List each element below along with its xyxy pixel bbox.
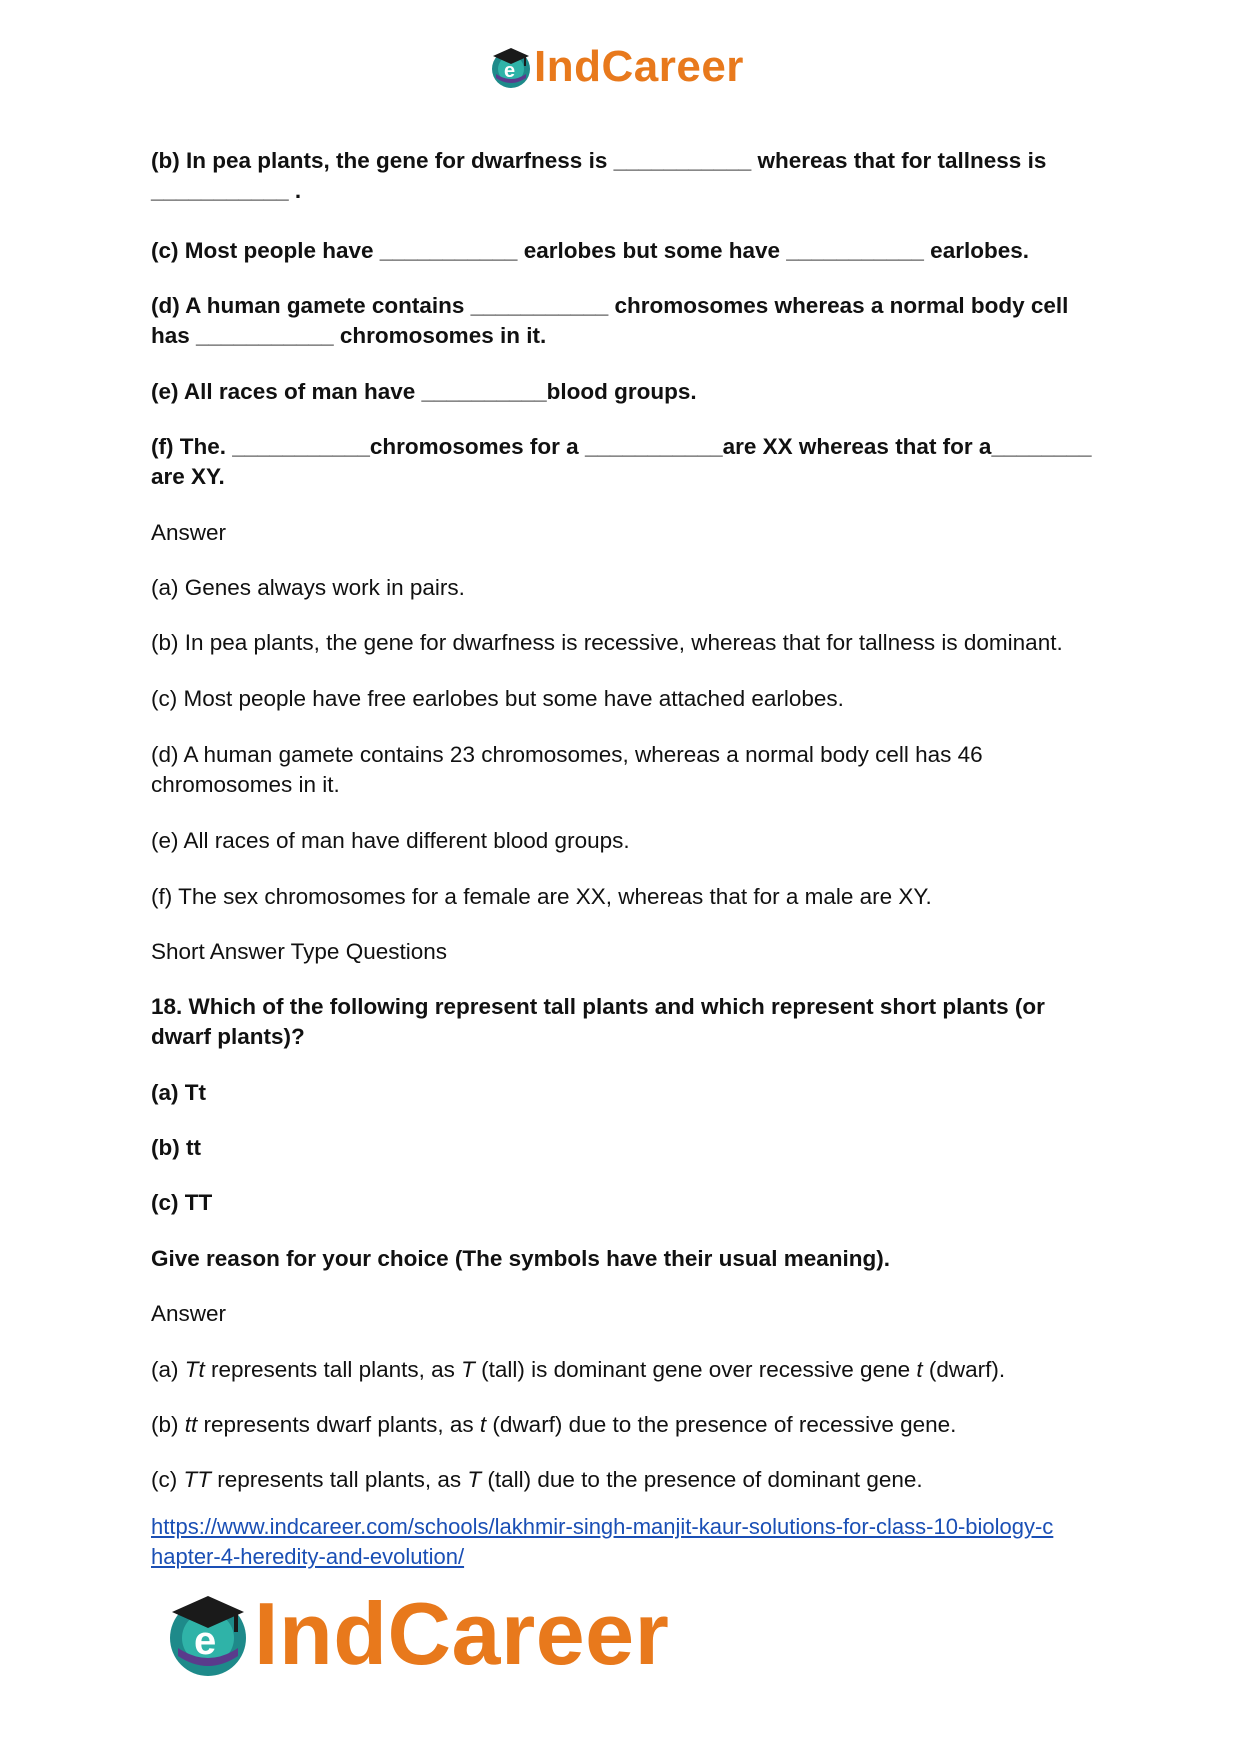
question-18c: (c) TT — [151, 1190, 213, 1215]
answer-18a-text: represents tall plants, as — [204, 1357, 462, 1382]
question-17f: (f) The. ___________chromosomes for a ___________are XX whereas that for a________ are XY. — [151, 434, 1092, 489]
answer-18b-prefix: (b) — [151, 1412, 185, 1437]
answer-18a-symbol3: t — [916, 1357, 923, 1382]
svg-text:e: e — [504, 60, 516, 82]
graduation-globe-icon — [162, 1588, 254, 1680]
answer-18c-prefix: (c) — [151, 1467, 184, 1492]
answer-18c-text: represents tall plants, as — [211, 1467, 468, 1492]
source-link-line2[interactable]: hapter-4-heredity-and-evolution/ — [151, 1544, 465, 1569]
section-heading: Short Answer Type Questions — [151, 939, 447, 964]
question-17c: (c) Most people have ___________ earlobes but some have ___________ earlobes. — [151, 238, 1029, 263]
answer-18b-text: represents dwarf plants, as — [197, 1412, 480, 1437]
svg-text:e: e — [194, 1619, 217, 1663]
question-17e: (e) All races of man have __________blood groups. — [151, 379, 697, 404]
header-logo — [488, 44, 744, 90]
answer-18c-end: (tall) due to the presence of dominant gene. — [481, 1467, 923, 1492]
question-18a: (a) Tt — [151, 1080, 206, 1105]
answer-17d: (d) A human gamete contains 23 chromosomes, whereas a normal body cell has 46 chromosomes in it. — [151, 742, 983, 797]
answer-18c-symbol: TT — [183, 1467, 211, 1492]
answer-17b: (b) In pea plants, the gene for dwarfness is recessive, whereas that for tallness is dominant. — [151, 630, 1063, 655]
answer-label: Answer — [151, 1301, 227, 1326]
answer-18b — [151, 1410, 1101, 1440]
footer-logo — [162, 1584, 670, 1683]
answer-18a — [151, 1355, 1101, 1385]
answer-17a: (a) Genes always work in pairs. — [151, 575, 465, 600]
question-18b: (b) tt — [151, 1135, 201, 1160]
answer-18a-prefix: (a) — [151, 1357, 185, 1382]
answer-18b-symbol2: t — [479, 1412, 487, 1437]
answer-label: Answer — [151, 520, 227, 545]
answer-17e: (e) All races of man have different blood groups. — [151, 828, 630, 853]
source-link[interactable] — [151, 1512, 1101, 1572]
logo-text: IndCareer — [534, 42, 744, 91]
answer-18c — [151, 1465, 1101, 1495]
source-link-line1[interactable]: https://www.indcareer.com/schools/lakhmir-singh-manjit-kaur-solutions-for-class-10-biology-c — [151, 1514, 1054, 1539]
answer-18a-symbol2: T — [461, 1357, 475, 1382]
answer-17f: (f) The sex chromosomes for a female are XX, whereas that for a male are XY. — [151, 884, 932, 909]
answer-18a-text2: (tall) is dominant gene over recessive gene — [474, 1357, 917, 1382]
graduation-globe-icon — [488, 44, 534, 90]
answer-17c: (c) Most people have free earlobes but some have attached earlobes. — [151, 686, 844, 711]
answer-18b-end: (dwarf) due to the presence of recessive gene. — [486, 1412, 957, 1437]
answer-18b-symbol: tt — [184, 1412, 198, 1437]
answer-18a-end: (dwarf). — [922, 1357, 1006, 1382]
answer-18a-symbol: Tt — [184, 1357, 205, 1382]
question-17b: (b) In pea plants, the gene for dwarfness is ___________ whereas that for tallness is ___________ . — [151, 148, 1047, 203]
question-17d: (d) A human gamete contains ___________ chromosomes whereas a normal body cell has ___________ chromosomes in it. — [151, 293, 1069, 348]
question-18: 18. Which of the following represent tall plants and which represent short plants (or dwarf plants)? — [151, 994, 1045, 1049]
answer-18c-symbol2: T — [467, 1467, 482, 1492]
logo-text: IndCareer — [254, 1584, 670, 1683]
question-18-reason: Give reason for your choice (The symbols have their usual meaning). — [151, 1246, 890, 1271]
